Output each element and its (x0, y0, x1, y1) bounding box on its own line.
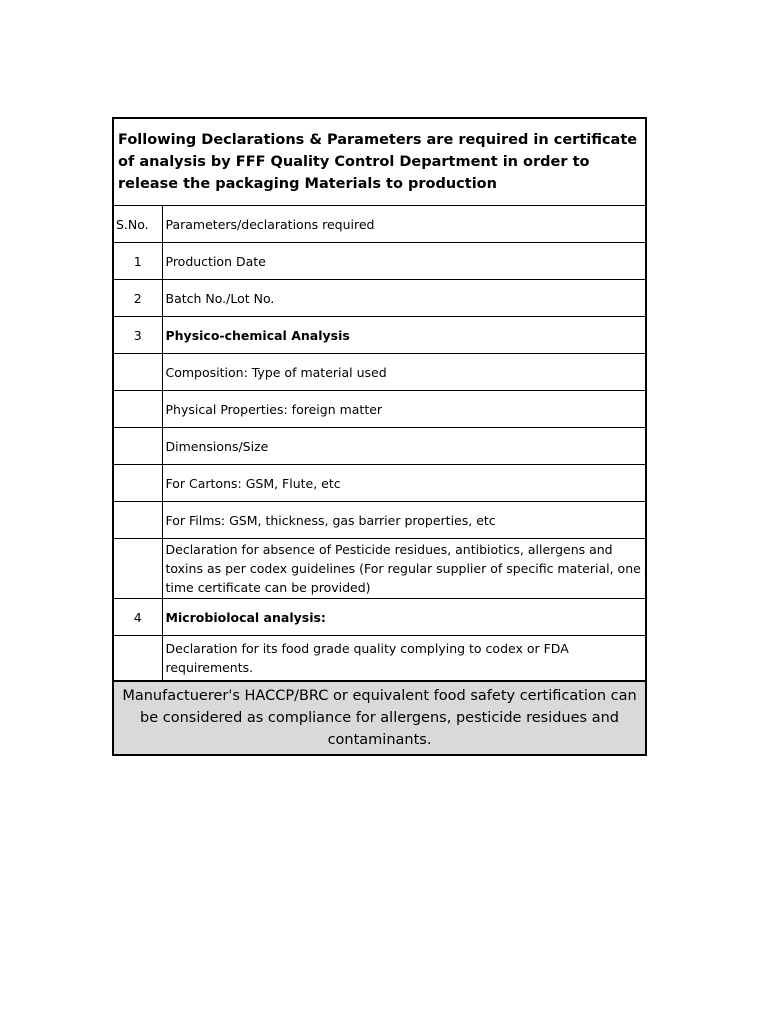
header-row (113, 206, 646, 243)
row-text: Microbiolocal analysis: (162, 599, 646, 636)
table-title: Following Declarations & Parameters are required in certificate of analysis by FFF Quality Control Department in order to release the packaging Materials to production (113, 118, 646, 206)
row-text: Dimensions/Size (162, 428, 646, 465)
row-sno: 2 (113, 280, 162, 317)
row-text: Composition: Type of material used (162, 354, 646, 391)
table-row (113, 599, 646, 636)
row-text: Declaration for its food grade quality complying to codex or FDA requirements. (162, 636, 646, 682)
row-text: Physico-chemical Analysis (162, 317, 646, 354)
row-sno (113, 539, 162, 599)
row-sno (113, 428, 162, 465)
row-text: Physical Properties: foreign matter (162, 391, 646, 428)
table-row (113, 317, 646, 354)
row-text: Declaration for absence of Pesticide residues, antibiotics, allergens and toxins as per codex guidelines (For regular supplier of specific material, one time certificate can be provided) (162, 539, 646, 599)
compliance-note: Manufactuerer's HACCP/BRC or equivalent food safety certification can be considered as compliance for allergens, pesticide residues and contaminants. (113, 681, 646, 755)
row-sno: 1 (113, 243, 162, 280)
table-row (113, 539, 646, 599)
title-row (113, 118, 646, 206)
row-sno (113, 391, 162, 428)
table-row (113, 280, 646, 317)
row-sno (113, 636, 162, 682)
row-text: For Films: GSM, thickness, gas barrier properties, etc (162, 502, 646, 539)
table-row (113, 243, 646, 280)
table-row (113, 428, 646, 465)
table-row (113, 354, 646, 391)
row-sno (113, 502, 162, 539)
table-row (113, 502, 646, 539)
row-text: For Cartons: GSM, Flute, etc (162, 465, 646, 502)
table-row (113, 465, 646, 502)
row-sno (113, 465, 162, 502)
table-row (113, 636, 646, 682)
column-header-sno: S.No. (113, 206, 162, 243)
row-text: Production Date (162, 243, 646, 280)
row-sno (113, 354, 162, 391)
footer-row (113, 681, 646, 755)
row-sno: 3 (113, 317, 162, 354)
column-header-params: Parameters/declarations required (162, 206, 646, 243)
row-text: Batch No./Lot No. (162, 280, 646, 317)
table-row (113, 391, 646, 428)
row-sno: 4 (113, 599, 162, 636)
requirements-table (112, 117, 647, 756)
